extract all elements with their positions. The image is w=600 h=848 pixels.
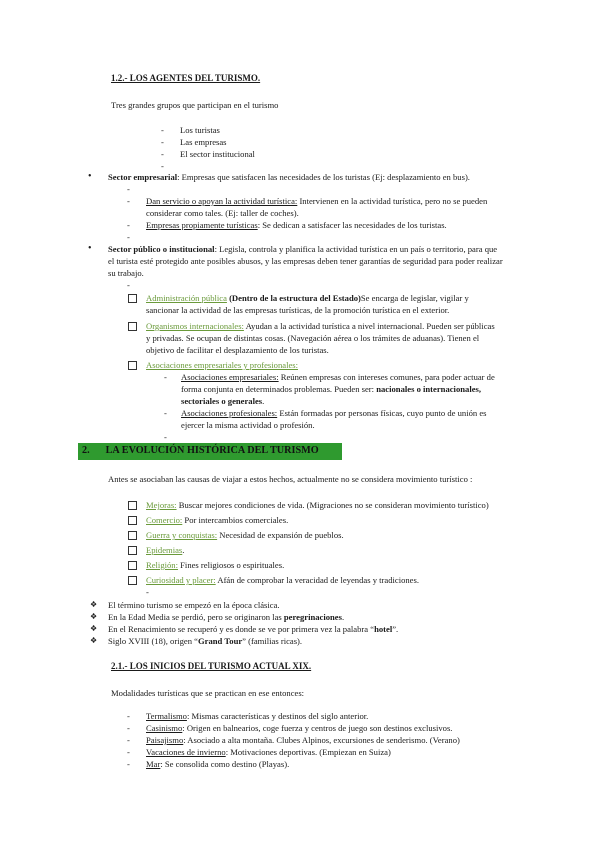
definition: Se encarga de legislar, vigilar y — [360, 293, 469, 303]
definition: : Origen en balnearios, coge fuerza y centros de juego son destinos exclusivos. — [182, 723, 453, 733]
list-item — [146, 574, 419, 586]
definition: : Se dedican a satisfacer las necesidades de los turistas. — [257, 220, 447, 230]
diamond-bullet-icon: ❖ — [90, 624, 98, 633]
term: Casinismo — [146, 723, 183, 733]
definition-continued: ejercer la misma actividad o profesión. — [181, 420, 315, 430]
definition-text: forma conjunta en determinados problemas. Pueden ser: — [181, 384, 377, 394]
term: Asociaciones empresariales: — [181, 372, 279, 382]
term: Sector empresarial — [108, 172, 178, 182]
term: Comercio: — [146, 515, 183, 525]
definition: Ayudan a la actividad turística a nivel internacional. Pueden ser públicas — [243, 321, 495, 331]
definition-continued: su trabajo. — [108, 268, 144, 278]
definition-continued: considerar como tales. (Ej: taller de coches). — [146, 208, 299, 218]
dash-marker: - — [127, 759, 130, 769]
definition: Afán de comprobar la veracidad de leyendas y tradiciones. — [215, 575, 419, 585]
checkbox-icon — [128, 561, 137, 570]
section-title: 1.2.- LOS AGENTES DEL TURISMO. — [111, 73, 261, 83]
fact-text: Siglo XVIII (18), origen “ — [108, 636, 198, 646]
term: Dan servicio o apoyan la actividad turística: — [146, 196, 298, 206]
checkbox-icon — [128, 361, 137, 370]
checkbox-icon — [128, 294, 137, 303]
definition: : Empresas que satisfacen las necesidades de los turistas (Ej: desplazamiento en bus). — [177, 172, 470, 182]
term: Termalismo — [146, 711, 187, 721]
list-item — [146, 544, 184, 556]
diamond-bullet-icon: ❖ — [90, 600, 98, 609]
list-item — [146, 499, 489, 511]
definition: : Mismas características y destinos del siglo anterior. — [186, 711, 369, 721]
list-item — [108, 171, 470, 183]
dash-marker: - — [146, 587, 149, 597]
definition-continued: objetivo de facilitar el desplazamiento de los turistas. — [146, 345, 329, 355]
list-item — [146, 758, 289, 770]
diamond-bullet-icon: ❖ — [90, 612, 98, 621]
checkbox-icon — [128, 516, 137, 525]
paragraph: Antes se asociaban las causas de viajar a estos hechos, actualmente no se considera movimiento turístico : — [108, 474, 473, 484]
paragraph: Modalidades turísticas que se practican en ese entonces: — [111, 688, 305, 698]
definition: Necesidad de expansión de pueblos. — [217, 530, 344, 540]
term-note: (Dentro de la estructura del Estado) — [226, 293, 361, 303]
dash-marker: - — [161, 161, 164, 171]
checkbox-icon — [128, 576, 137, 585]
definition: : Asociado a alta montaña. Clubes Alpinos, excursiones de senderismo. (Verano) — [183, 735, 460, 745]
dash-marker: - — [164, 432, 167, 442]
dash-marker: - — [161, 137, 164, 147]
list-item — [146, 320, 495, 332]
list-item — [108, 611, 344, 623]
definition-text: . — [262, 396, 265, 406]
list-item — [146, 359, 298, 371]
dash-marker: - — [164, 372, 167, 382]
bold-text: hotel — [374, 624, 393, 634]
fact-text: En el Renacimiento se recuperó y es donde se ve por primera vez la palabra “ — [108, 624, 375, 634]
list-item — [146, 292, 469, 304]
definition: Reúnen empresas con intereses comunes, para poder actuar de — [278, 372, 495, 382]
definition: Buscar mejores condiciones de vida. (Migraciones no se consideran movimiento turístico) — [176, 500, 489, 510]
term: Sector público o institucional — [108, 244, 215, 254]
checkbox-icon — [128, 531, 137, 540]
term: Mar — [146, 759, 161, 769]
list-item — [108, 243, 497, 255]
definition: : Motivaciones deportivas. (Empiezan en Suiza) — [225, 747, 391, 757]
definition: Están formadas por personas físicas, cuyo punto de unión es — [277, 408, 487, 418]
list-item — [146, 514, 288, 526]
definition: Por intercambios comerciales. — [182, 515, 289, 525]
dash-marker: - — [127, 220, 130, 230]
paragraph: Tres grandes grupos que participan en el turismo — [111, 100, 279, 110]
dash-marker: - — [161, 125, 164, 135]
dash-marker: - — [127, 232, 130, 242]
section-heading — [82, 445, 319, 457]
dash-marker: - — [127, 735, 130, 745]
list-item — [146, 746, 391, 758]
dash-marker: - — [127, 184, 130, 194]
term: Guerra y conquistas: — [146, 530, 218, 540]
checkbox-icon — [128, 501, 137, 510]
list-item: El término turismo se empezó en la época clásica. — [108, 600, 280, 610]
fact-end: . — [341, 612, 345, 622]
definition: Intervienen en la actividad turística, pero no se pueden — [297, 196, 488, 206]
dash-marker: - — [164, 408, 167, 418]
list-item — [146, 710, 368, 722]
bold-text: peregrinaciones — [283, 612, 342, 622]
section-title: 2.1.- LOS INICIOS DEL TURISMO ACTUAL XIX. — [111, 661, 312, 671]
list-item: Los turistas — [180, 125, 220, 135]
list-item — [181, 407, 487, 419]
dash-marker: - — [127, 196, 130, 206]
term: Empresas propiamente turísticas — [146, 220, 258, 230]
term: Curiosidad y placer: — [146, 575, 216, 585]
definition-continued — [181, 383, 481, 395]
term: Paisajismo — [146, 735, 184, 745]
definition-continued: el turista esté protegido ante posibles abusos, y las empresas deben tener garantías de seguridad para poder realizar — [108, 256, 503, 266]
term: Asociaciones empresariales y profesionales: — [146, 360, 299, 370]
fact-end: ”. — [392, 624, 399, 634]
definition: Fines religiosos o espirituales. — [178, 560, 285, 570]
list-item: El sector institucional — [180, 149, 255, 159]
dash-marker: - — [127, 280, 130, 290]
term: Vacaciones de invierno — [146, 747, 226, 757]
diamond-bullet-icon: ❖ — [90, 636, 98, 645]
heading-number: 2. — [82, 445, 90, 456]
term: Asociaciones profesionales: — [181, 408, 278, 418]
list-item: Las empresas — [180, 137, 227, 147]
checkbox-icon — [128, 546, 137, 555]
term: Mejoras: — [146, 500, 177, 510]
list-item — [146, 722, 452, 734]
definition: : Se consolida como destino (Playas). — [160, 759, 290, 769]
list-item — [181, 371, 495, 383]
bullet-icon: • — [88, 243, 92, 254]
term: Organismos internacionales: — [146, 321, 244, 331]
term: Epidemias — [146, 545, 183, 555]
definition: . — [182, 545, 185, 555]
bullet-icon: • — [88, 171, 92, 182]
heading-title: LA EVOLUCIÓN HISTÓRICA DEL TURISMO — [105, 445, 319, 456]
checkbox-icon — [128, 322, 137, 331]
term: Religión: — [146, 560, 178, 570]
fact-end: ” (familias ricas). — [242, 636, 303, 646]
list-item — [146, 219, 447, 231]
definition-continued: sancionar la actividad de las empresas turísticas, de la promoción turística en el exterior. — [146, 305, 450, 315]
term: Administración pública — [146, 293, 227, 303]
bold-text: Grand Tour — [197, 636, 243, 646]
dash-marker: - — [161, 149, 164, 159]
list-item — [146, 559, 284, 571]
list-item — [108, 635, 302, 647]
list-item — [108, 623, 398, 635]
fact-text: En la Edad Media se perdió, pero se originaron las — [108, 612, 284, 622]
dash-marker: - — [127, 747, 130, 757]
definition-continued: y privadas. Se ocupan de distintas cosas. (Navegación aérea o los trámites de aduanas). Tienen el — [146, 333, 480, 343]
dash-marker: - — [127, 723, 130, 733]
definition-continued — [181, 395, 264, 407]
definition: : Legisla, controla y planifica la actividad turística en un país o territorio, para que — [214, 244, 498, 254]
bold-text: sectoriales o generales — [181, 396, 263, 406]
dash-marker: - — [127, 711, 130, 721]
list-item — [146, 529, 344, 541]
list-item — [146, 734, 460, 746]
bold-text: nacionales o internacionales, — [376, 384, 482, 394]
list-item — [146, 195, 487, 207]
